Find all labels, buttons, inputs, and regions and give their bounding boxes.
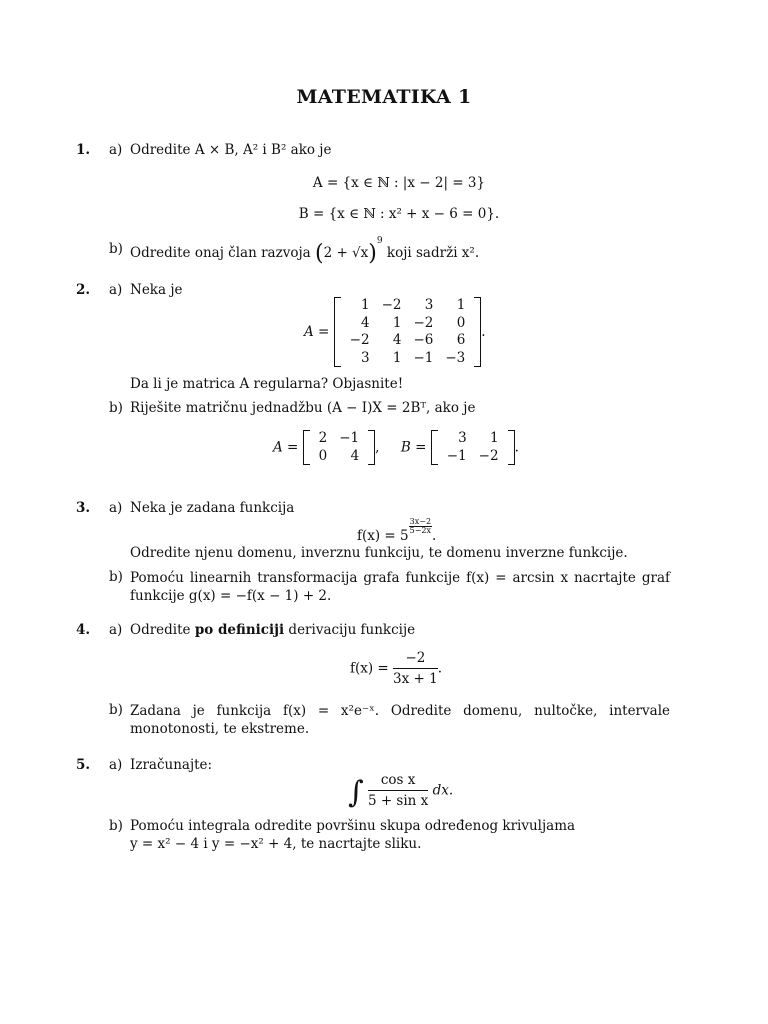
binomial-expression: 2 + √x: [323, 245, 369, 261]
matrix-cell: −2: [349, 332, 370, 348]
part-label: b): [109, 569, 123, 585]
text-fragment: f(x) = 5: [357, 528, 409, 544]
matrix-cell: 6: [456, 332, 466, 348]
part-label: b): [109, 702, 123, 718]
matrix-B: [431, 430, 515, 465]
problem-text: Odredite njenu domenu, inverznu funkciju, te domenu inverzne funkcije.: [130, 545, 628, 561]
right-paren: ): [368, 241, 377, 266]
part-label: b): [109, 400, 123, 416]
matrix-equation: A = 2 −1 0 4 , B = 3 1 −1 −2 .: [273, 430, 519, 464]
matrix-cell: 3: [424, 297, 434, 313]
matrix-cell: −6: [413, 332, 434, 348]
problem-text: Pomoću integrala odredite površinu skupa određenog krivuljama: [130, 818, 576, 834]
matrix-cell: 1: [360, 297, 370, 313]
matrix-cell: −2: [478, 447, 499, 464]
part-label: a): [109, 500, 123, 516]
problem-text: Neka je: [130, 282, 183, 298]
matrix-row: [441, 430, 505, 448]
text-fragment: dx.: [432, 782, 454, 799]
problem-text: Izračunajte:: [130, 757, 213, 773]
exponent-fraction: $\frac{3x-2}{5-2x}$: [409, 517, 432, 535]
text-fragment: Odredite onaj član razvoja: [130, 245, 311, 261]
function-definition: f(x) = 5 $\frac{3x-2}{5-2x}$.: [357, 517, 437, 544]
matrix-cell: 0: [318, 447, 328, 464]
problem-text: Zadana je funkcija f(x) = x²e⁻ˣ. Odredite domenu, nultočke, intervale monotonosti, te ekstreme.: [130, 703, 670, 737]
page-title: MATEMATIKA 1: [296, 86, 472, 108]
integral-sign: ∫: [348, 775, 364, 810]
matrix-cell: 4: [350, 447, 360, 464]
text-fragment: f(x) =: [350, 660, 389, 677]
matrix-row: [313, 448, 366, 466]
part-label: b): [109, 818, 123, 834]
matrix-row: [344, 350, 472, 368]
matrix-cell: −1: [446, 447, 467, 464]
problem-text: Neka je zadana funkcija: [130, 500, 295, 516]
part-label: a): [109, 757, 123, 773]
matrix-cell: 1: [392, 314, 402, 331]
matrix-row: [344, 297, 472, 315]
text-fragment: derivaciju funkcije: [288, 622, 416, 638]
matrix-cell: 2: [318, 430, 328, 446]
text-fragment: koji sadrži x².: [386, 245, 480, 261]
matrix-cell: 1: [489, 430, 499, 446]
matrix-equation: A = 1 −2 3 1 4 1 −2 0 −2 4 −6 6 3 1 −1 −3 .: [304, 297, 486, 366]
matrix-cell: −1: [339, 430, 360, 446]
problem-text: Da li je matrica A regularna? Objasnite!: [130, 376, 404, 392]
matrix-row: [344, 332, 472, 350]
problem-number: 2.: [76, 282, 91, 298]
matrix-cell: 0: [456, 314, 466, 331]
bold-text: po definiciji: [194, 622, 285, 638]
problem-number: 4.: [76, 622, 91, 638]
function-definition: f(x) = $\frac{-2}{3x + 1}$ .: [350, 650, 443, 687]
problem-number: 1.: [76, 142, 91, 158]
problem-text: Odredite A × B, A² i B² ako je: [130, 142, 332, 158]
equation-set-a: A = {x ∈ ℕ : |x − 2| = 3}: [312, 175, 486, 191]
part-label: a): [109, 622, 123, 638]
fraction: $\frac{-2}{3x + 1}$: [393, 650, 438, 687]
equation-set-b: B = {x ∈ ℕ : x² + x − 6 = 0}.: [298, 206, 500, 222]
text-fragment: Odredite: [130, 622, 191, 638]
matrix-A2: [303, 430, 376, 465]
matrix-cell: 1: [456, 297, 466, 313]
matrix-row: [313, 430, 366, 448]
matrix-cell: 1: [392, 349, 402, 366]
matrix-row: [344, 315, 472, 333]
matrix-cell: 3: [360, 349, 370, 366]
left-paren: (: [314, 241, 324, 266]
integral-expression: [348, 772, 453, 810]
matrix-A: [334, 297, 482, 367]
matrix-row: [441, 448, 505, 466]
problem-text: Pomoću linearnih transformacija grafa funkcije f(x) = arcsin x nacrtajte graf funkcije g(x) = −f(x − 1) + 2.: [130, 570, 670, 604]
problem-text: [130, 622, 415, 638]
problem-text: Riješite matričnu jednadžbu (A − I)X = 2Bᵀ, ako je: [130, 400, 476, 416]
fraction: $\frac{\text{cos x}}{\text{5 + sin x}}$: [367, 772, 429, 809]
problem-text: y = x² − 4 i y = −x² + 4, te nacrtajte sliku.: [130, 836, 422, 852]
matrix-cell: 3: [458, 430, 467, 446]
matrix-cell: −1: [413, 349, 434, 366]
matrix-cell: −3: [445, 349, 466, 366]
problem-number: 5.: [76, 757, 91, 773]
matrix-cell: 4: [392, 332, 402, 348]
part-label: a): [109, 142, 123, 158]
problem-text: [130, 236, 479, 266]
matrix-cell: 4: [360, 314, 370, 331]
matrix-cell: −2: [381, 297, 402, 313]
power: 9: [376, 236, 383, 246]
part-label: a): [109, 282, 123, 298]
part-label: b): [109, 241, 123, 257]
matrix-cell: −2: [413, 314, 434, 331]
problem-number: 3.: [76, 500, 91, 516]
